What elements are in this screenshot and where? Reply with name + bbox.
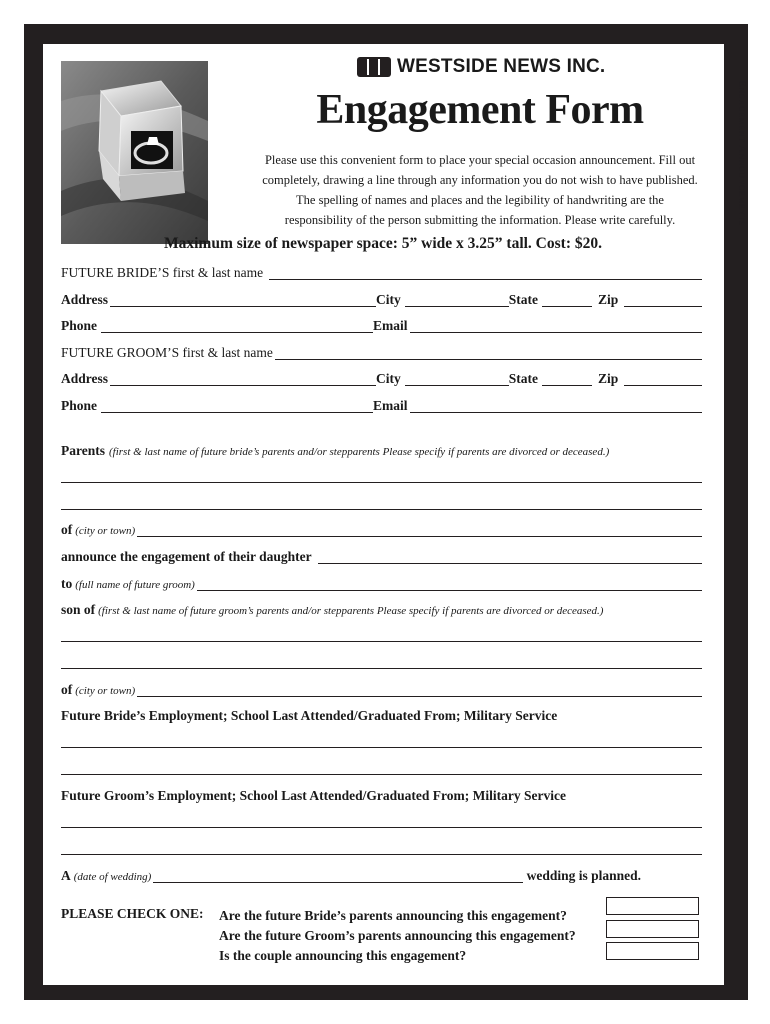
newspaper-logo-icon: [357, 57, 391, 77]
groom-email-field[interactable]: [410, 412, 702, 413]
groom-state-label: State: [508, 371, 539, 386]
option-bride-parents: Are the future Bride’s parents announcing this engagement?: [219, 908, 567, 923]
groom-state-field[interactable]: [542, 385, 592, 386]
page-title: Engagement Form: [316, 87, 644, 133]
daughter-name-field[interactable]: [318, 563, 702, 564]
to-label: to: [61, 576, 73, 591]
bride-zip-label: Zip: [598, 292, 619, 307]
bride-phone-label: Phone: [61, 318, 98, 333]
son-of-hint: (first & last name of future groom’s parents and/or stepparents Please specify if parents are divorced or deceased.): [98, 605, 604, 617]
wedding-date-field[interactable]: [153, 882, 522, 883]
bride-state-label: State: [508, 292, 539, 307]
groom-employment-line-2[interactable]: [61, 854, 702, 855]
wedding-date-row: [61, 866, 641, 886]
bride-phone-field[interactable]: [101, 332, 373, 333]
bride-address-row: [61, 290, 702, 310]
groom-address-field[interactable]: [110, 385, 376, 386]
groom-city-field[interactable]: [405, 385, 509, 386]
groom-phone-field[interactable]: [101, 412, 373, 413]
son-of-row: [61, 600, 702, 620]
bride-parents-line-1[interactable]: [61, 482, 702, 483]
bride-city-field[interactable]: [405, 306, 509, 307]
bride-email-field[interactable]: [410, 332, 702, 333]
option-couple: Is the couple announcing this engagement?: [219, 948, 467, 963]
checkbox-groom-parents[interactable]: [606, 920, 699, 938]
parents-label: Parents: [61, 443, 105, 458]
size-cost-note: Maximum size of newspaper space: 5” wide x 3.25” tall. Cost: $20.: [164, 235, 602, 252]
bride-state-field[interactable]: [542, 306, 592, 307]
groom-name-row: [61, 343, 702, 363]
bride-employment-line-1[interactable]: [61, 747, 702, 748]
bride-name-field[interactable]: [269, 279, 702, 280]
groom-employment-line-1[interactable]: [61, 827, 702, 828]
city-hint: (city or town): [75, 525, 136, 537]
bride-name-row: [61, 263, 702, 283]
wedding-a-label: A: [61, 868, 71, 883]
checkbox-bride-parents[interactable]: [606, 897, 699, 915]
ring-box-photo: [61, 61, 208, 244]
groom-employment-row: [61, 786, 702, 806]
check-options: [219, 906, 576, 966]
parents-hint: (first & last name of future bride’s parents and/or stepparents Please specify if parents are divorced or deceased.): [109, 446, 610, 458]
side-section-label: Engagement Announcements: [736, 80, 748, 226]
groom-name-label: FUTURE GROOM’S first & last name: [61, 345, 273, 360]
bride-address-label: Address: [61, 292, 109, 307]
wedding-planned-label: wedding is planned.: [526, 868, 641, 883]
groom-zip-field[interactable]: [624, 385, 702, 386]
to-hint: (full name of future groom): [75, 579, 195, 591]
groom-name-field[interactable]: [275, 359, 702, 360]
of-label-2: of: [61, 682, 73, 697]
groom-parents-city-field[interactable]: [137, 696, 702, 697]
groom-phone-label: Phone: [61, 398, 98, 413]
bride-parents-city-field[interactable]: [137, 536, 702, 537]
groom-email-label: Email: [373, 398, 408, 413]
announce-row: [61, 547, 702, 567]
checkbox-couple[interactable]: [606, 942, 699, 960]
bride-address-field[interactable]: [110, 306, 376, 307]
wedding-date-hint: (date of wedding): [73, 871, 152, 883]
bride-parents-row: [61, 441, 702, 461]
son-of-label: son of: [61, 602, 96, 617]
groom-address-label: Address: [61, 371, 109, 386]
intro-paragraph: Please use this convenient form to place your special occasion announcement. Fill out completely, drawing a line through any information you do not wish to have published. The spelling of names and places and the legibility of handwriting are the responsibility of the person submitting the information. Please write carefully.: [262, 153, 698, 227]
check-one-label: PLEASE CHECK ONE:: [61, 906, 204, 921]
groom-parents-line-1[interactable]: [61, 641, 702, 642]
groom-employment-label: Future Groom’s Employment; School Last Attended/Graduated From; Military Service: [61, 788, 566, 803]
groom-parents-line-2[interactable]: [61, 668, 702, 669]
to-row: [61, 574, 702, 594]
groom-address-row: [61, 369, 702, 389]
city-hint-2: (city or town): [75, 685, 136, 697]
groom-full-name-field[interactable]: [197, 590, 702, 591]
groom-city-label: City: [376, 371, 401, 386]
groom-phone-row: [61, 396, 702, 416]
groom-zip-label: Zip: [598, 371, 619, 386]
groom-parents-city-row: [61, 680, 702, 700]
announce-label: announce the engagement of their daughter: [61, 549, 312, 564]
bride-zip-field[interactable]: [624, 306, 702, 307]
bride-phone-row: [61, 316, 702, 336]
bride-parents-city-row: [61, 520, 702, 540]
bride-employment-row: [61, 706, 702, 726]
bride-city-label: City: [376, 292, 401, 307]
bride-employment-line-2[interactable]: [61, 774, 702, 775]
option-groom-parents: Are the future Groom’s parents announcing this engagement?: [219, 928, 576, 943]
bride-employment-label: Future Bride’s Employment; School Last Attended/Graduated From; Military Service: [61, 708, 558, 723]
bride-name-label: FUTURE BRIDE’S first & last name: [61, 265, 264, 280]
bride-email-label: Email: [373, 318, 408, 333]
publisher-logo: [357, 56, 605, 78]
publisher-name: WESTSIDE NEWS INC.: [397, 56, 606, 77]
bride-parents-line-2[interactable]: [61, 509, 702, 510]
of-label: of: [61, 522, 73, 537]
